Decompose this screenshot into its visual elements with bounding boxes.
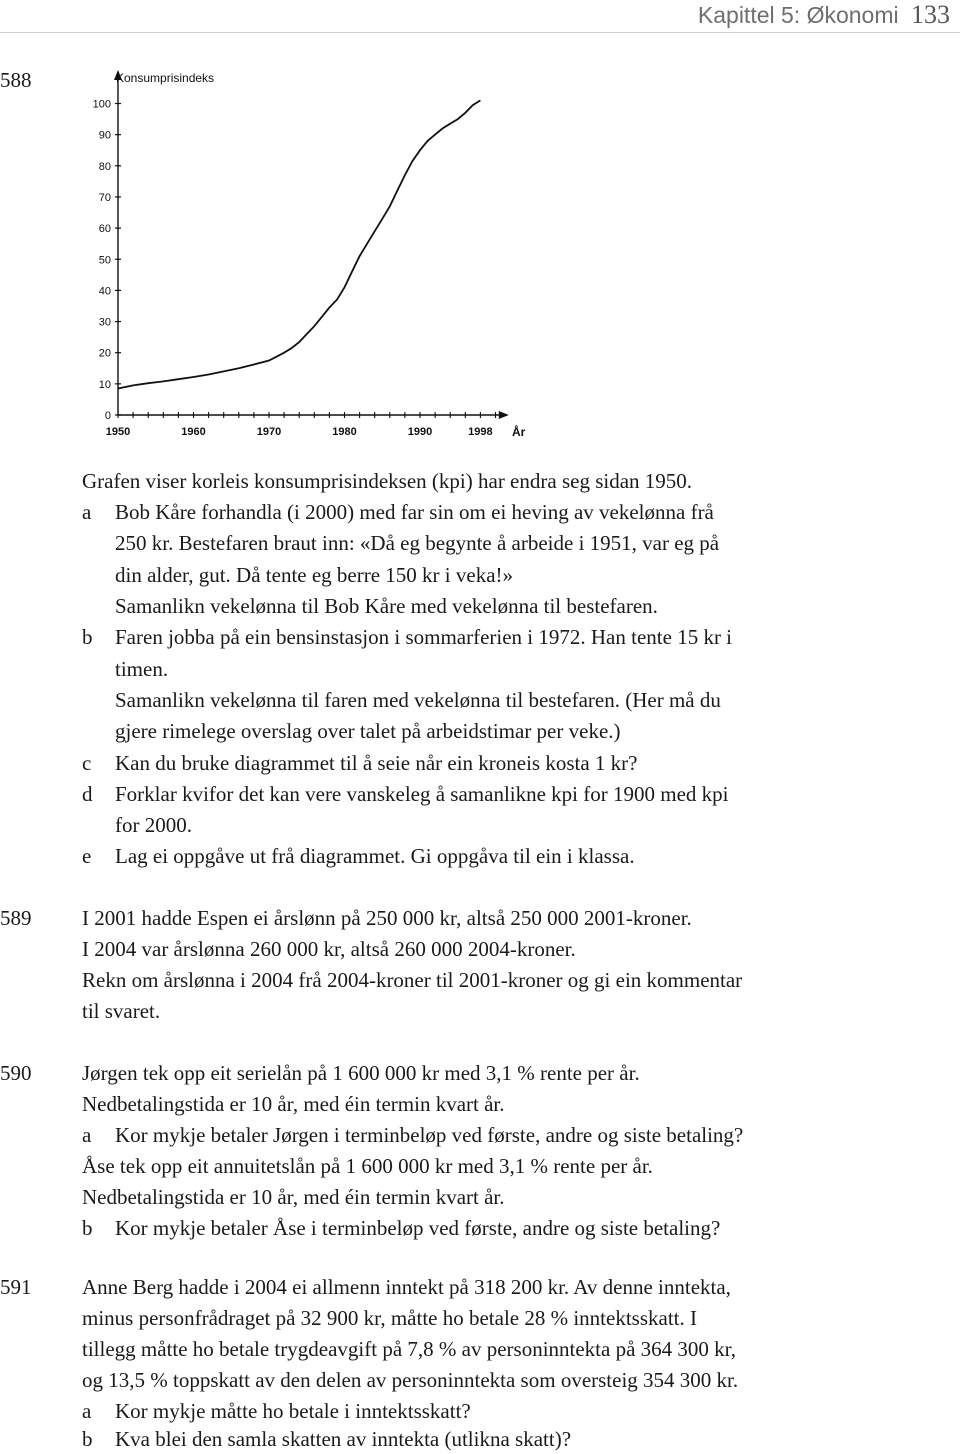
y-ticks (93, 99, 121, 423)
x-tick-label: 1960 (181, 426, 206, 438)
p590-line4: Nedbetalingstida er 10 år, med éin termin kvart år. (82, 1185, 505, 1209)
header-rule (0, 32, 960, 33)
p590-line2: Nedbetalingstida er 10 år, med éin termin kvart år. (82, 1092, 505, 1116)
y-tick-label: 80 (98, 160, 111, 173)
y-tick-label: 90 (98, 129, 111, 142)
p591-b-line1: Kva blei den samla skatten av inntekta (utlikna skatt)? (115, 1427, 572, 1451)
p588-c-line1: Kan du bruke diagrammet til å seie når ein kroneis kosta 1 kr? (115, 751, 638, 775)
problem-number-588: 588 (0, 68, 32, 92)
p590-line1: Jørgen tek opp eit serielån på 1 600 000 kr med 3,1 % rente per år. (82, 1061, 640, 1085)
p590-b-line1: Kor mykje betaler Åse i terminbeløp ved første, andre og siste betaling? (115, 1216, 721, 1240)
p589-line1: I 2001 hadde Espen ei årslønn på 250 000 kr, altså 250 000 2001-kroner. (82, 906, 692, 930)
x-ticks (106, 412, 496, 438)
p590-a-line1: Kor mykje betaler Jørgen i terminbeløp ved første, andre og siste betaling? (115, 1123, 744, 1147)
x-axis-arrow (499, 411, 509, 419)
p591-label-a: a (82, 1399, 92, 1423)
p590-label-a: a (82, 1123, 92, 1147)
p589-line2: I 2004 var årslønna 260 000 kr, altså 260 000 2004-kroner. (82, 937, 576, 961)
p588-b-line3: Samanlikn vekelønna til faren med vekelønna til bestefaren. (Her må du (115, 688, 721, 712)
chart-axes (114, 70, 509, 419)
p588-a-line4: Samanlikn vekelønna til Bob Kåre med vekelønna til bestefaren. (115, 594, 658, 618)
running-header (698, 0, 950, 30)
p588-b-line2: timen. (115, 657, 169, 681)
p590-line3: Åse tek opp eit annuitetslån på 1 600 000 kr med 3,1 % rente per år. (82, 1154, 653, 1178)
x-tick-label: 1980 (332, 426, 357, 438)
p588-label-d: d (82, 782, 93, 806)
p588-label-e: e (82, 844, 92, 868)
kpi-series-line (118, 100, 480, 388)
y-tick-label: 40 (98, 285, 111, 298)
x-tick-label: 1990 (407, 426, 433, 438)
y-tick-label: 20 (98, 347, 111, 360)
p591-line4: og 13,5 % toppskatt av den delen av personinntekta som oversteig 354 300 kr. (82, 1368, 739, 1392)
p591-line3: tillegg måtte ho betale trygdeavgift på 7,8 % av personinntekta på 364 300 kr, (82, 1337, 737, 1361)
y-axis-label: Konsumprisindeks (116, 71, 215, 85)
p591-line2: minus personfrådraget på 32 900 kr, måtte ho betale 28 % inntektsskatt. I (82, 1306, 697, 1330)
p588-label-b: b (82, 625, 93, 649)
p588-e-line1: Lag ei oppgåve ut frå diagrammet. Gi oppgåva til ein i klassa. (115, 844, 635, 868)
problem-number-589: 589 (0, 906, 32, 930)
p588-d-line1: Forklar kvifor det kan vere vanskeleg å samanlikne kpi for 1900 med kpi (115, 782, 729, 806)
kpi-chart (80, 64, 540, 444)
x-axis-label: År (512, 425, 526, 439)
problem-number-590: 590 (0, 1061, 32, 1085)
p591-label-b: b (82, 1427, 93, 1451)
p588-a-line3: din alder, gut. Då tente eg berre 150 kr i veka!» (115, 563, 514, 587)
p588-a-line1: Bob Kåre forhandla (i 2000) med far sin om ei heving av vekelønna frå (115, 500, 714, 524)
x-tick-label: 1998 (468, 426, 493, 438)
y-tick-label: 0 (104, 410, 111, 422)
x-tick-label: 1950 (105, 426, 131, 438)
x-tick-label: 1970 (256, 426, 282, 438)
p590-label-b: b (82, 1216, 93, 1240)
y-tick-label: 50 (98, 254, 111, 267)
p591-a-line1: Kor mykje måtte ho betale i inntektsskatt? (115, 1399, 471, 1423)
p591-line1: Anne Berg hadde i 2004 ei allmenn inntekt på 318 200 kr. Av denne inntekta, (82, 1275, 731, 1299)
problem-number-591: 591 (0, 1275, 32, 1299)
p588-b-line4: gjere rimelege overslag over talet på arbeidstimar per veke.) (115, 719, 621, 743)
p588-a-line2: 250 kr. Bestefaren braut inn: «Då eg begynte å arbeide i 1951, var eg på (115, 531, 720, 555)
page-number: 133 (911, 0, 950, 29)
y-tick-label: 60 (98, 223, 111, 236)
p588-b-line1: Faren jobba på ein bensinstasjon i sommarferien i 1972. Han tente 15 kr i (115, 625, 733, 649)
p588-intro: Grafen viser korleis konsumprisindeksen (kpi) har endra seg sidan 1950. (82, 469, 693, 493)
y-tick-label: 10 (98, 378, 111, 391)
p588-label-c: c (82, 751, 92, 775)
y-tick-label: 70 (98, 191, 111, 204)
p589-line4: til svaret. (82, 999, 161, 1023)
p589-line3: Rekn om årslønna i 2004 frå 2004-kroner til 2001-kroner og gi ein kommentar (82, 968, 743, 992)
y-tick-label: 100 (92, 98, 111, 111)
y-tick-label: 30 (98, 316, 111, 329)
chapter-title: Kapittel 5: Økonomi (697, 2, 899, 28)
p588-d-line2: for 2000. (115, 813, 192, 837)
p588-label-a: a (82, 500, 92, 524)
